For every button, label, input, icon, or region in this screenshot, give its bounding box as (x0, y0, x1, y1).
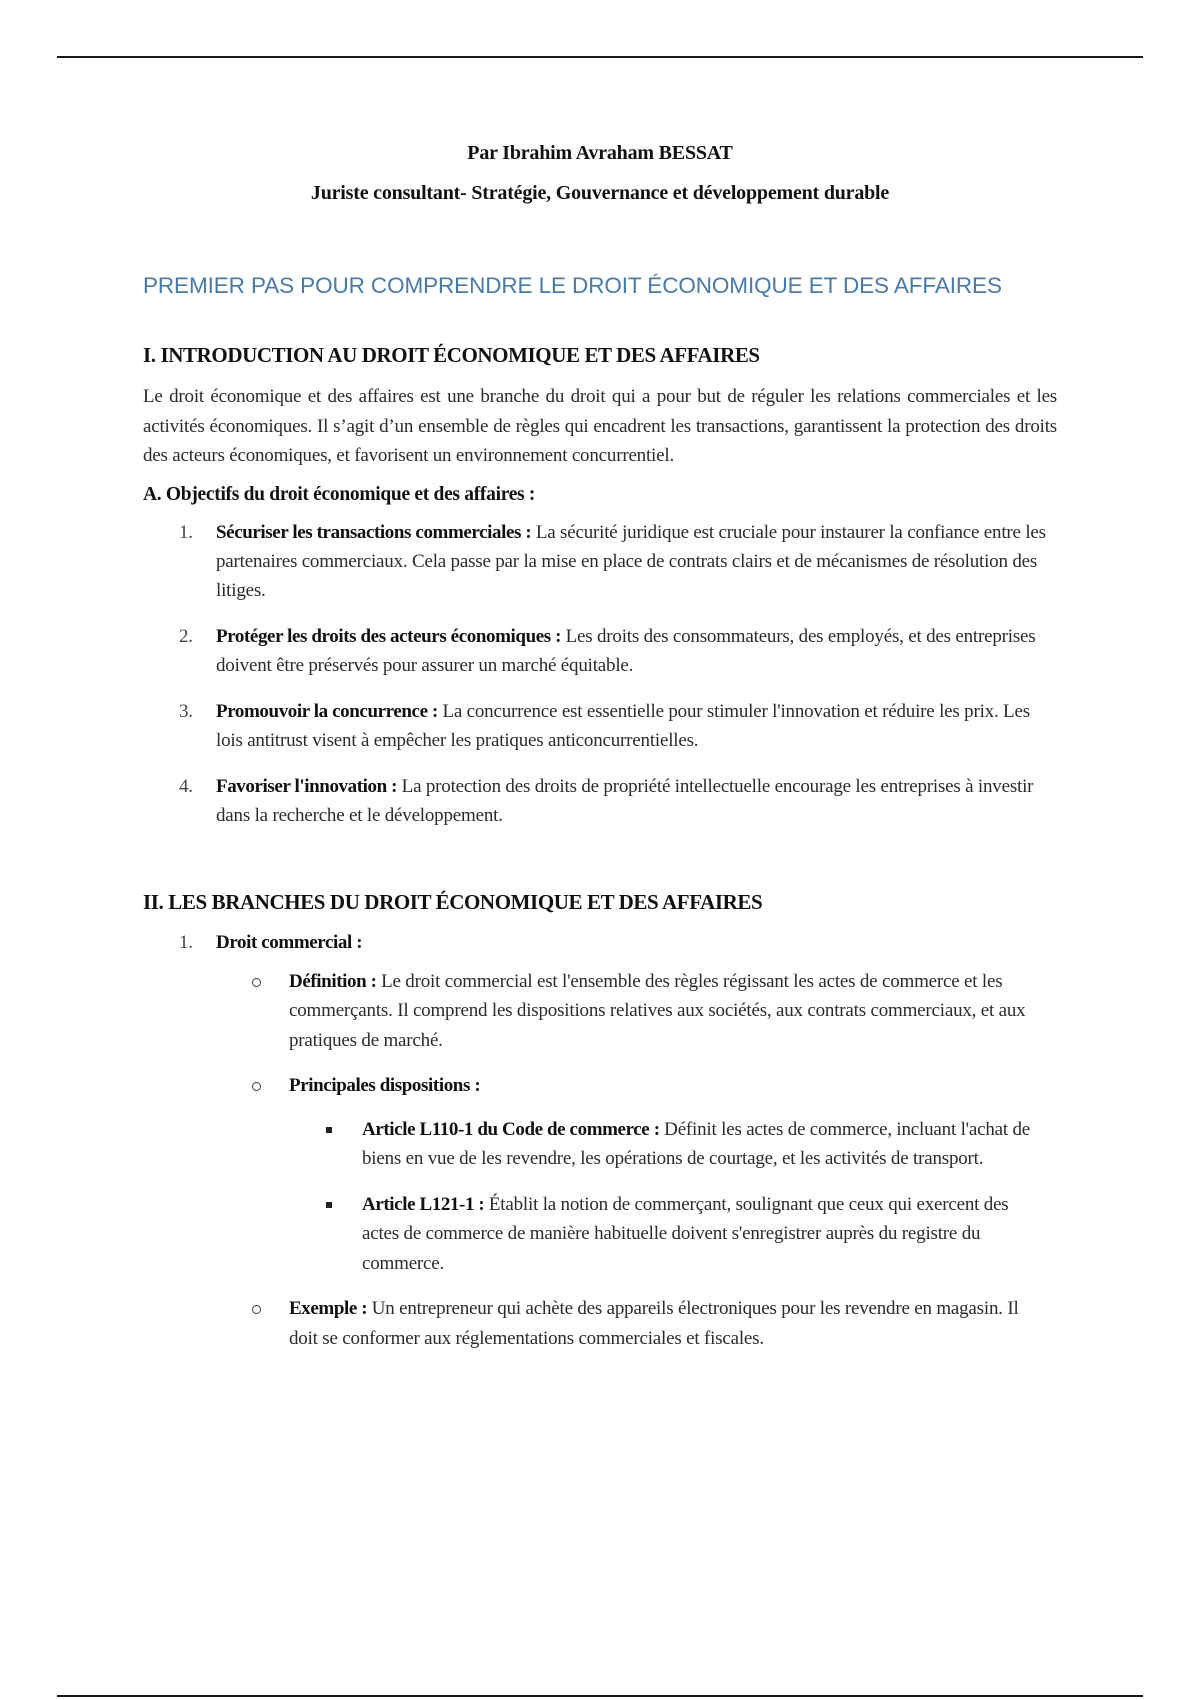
list-number: 1. (179, 931, 193, 953)
list-number: 4. (179, 775, 193, 797)
branch-label: Droit commercial : (216, 931, 363, 953)
section-heading-branches: II. LES BRANCHES DU DROIT ÉCONOMIQUE ET DES AFFAIRES (143, 889, 763, 914)
definition-text: Le droit commercial est l'ensemble des règles régissant les actes de commerce et les commerçants. Il comprend les dispositions relatives aux sociétés, aux contrats commerciaux, et aux pratiques de marché. (289, 970, 1026, 1051)
list-item (362, 1115, 1041, 1174)
definition-label: Définition : (289, 970, 377, 992)
article-label: Article L121-1 : (362, 1193, 485, 1215)
example-text: Un entrepreneur qui achète des appareils électroniques pour les revendre en magasin. Il doit se conformer aux réglementations commerciales et fiscales. (289, 1298, 1019, 1349)
circle-bullet-icon (252, 1305, 261, 1314)
article-text: Établit la notion de commerçant, soulignant que ceux qui exercent des actes de commerce de manière habituelle doivent s'enregistrer auprès du registre du commerce. (362, 1193, 1009, 1274)
objective-label: Favoriser l'innovation : (216, 775, 398, 797)
circle-bullet-icon (252, 978, 261, 987)
square-bullet-icon (326, 1127, 332, 1133)
objective-label: Sécuriser les transactions commerciales : (216, 521, 532, 543)
list-item (179, 622, 1057, 680)
objectives-list (143, 518, 1057, 830)
branches-list (143, 928, 1057, 1354)
objective-text: La protection des droits de propriété intellectuelle encourage les entreprises à investir dans la recherche et le développement. (216, 775, 1034, 826)
top-rule (57, 56, 1143, 58)
objectives-heading: A. Objectifs du droit économique et des affaires : (143, 483, 536, 505)
list-number: 3. (179, 700, 193, 722)
articles-list (289, 1115, 1041, 1279)
objective-text: La concurrence est essentielle pour stimuler l'innovation et réduire les prix. Les lois antitrust visent à empêcher les pratiques anticoncurrentielles. (216, 700, 1030, 751)
list-item (289, 1294, 1049, 1353)
objective-label: Promouvoir la concurrence : (216, 700, 438, 722)
list-number: 1. (179, 521, 193, 543)
list-item (362, 1190, 1041, 1279)
document-title: PREMIER PAS POUR COMPRENDRE LE DROIT ÉCONOMIQUE ET DES AFFAIRES (143, 273, 1002, 298)
author-line: Par Ibrahim Avraham BESSAT (467, 142, 733, 164)
objective-text: Les droits des consommateurs, des employés, et des entreprises doivent être préservés pour assurer un marché équitable. (216, 625, 1036, 676)
objective-label: Protéger les droits des acteurs économiques : (216, 625, 562, 647)
document-page (143, 128, 1057, 1369)
introduction-paragraph: Le droit économique et des affaires est une branche du droit qui a pour but de réguler les relations commerciales et les activités économiques. Il s’agit d’un ensemble de règles qui encadrent les transactions, garantissent la protection des droits des acteurs économiques, et favorisent un environnement concurrentiel. (143, 386, 1057, 466)
article-label: Article L110-1 du Code de commerce : (362, 1118, 660, 1140)
list-item (179, 518, 1057, 605)
example-label: Exemple : (289, 1298, 368, 1319)
circle-bullet-icon (252, 1082, 261, 1091)
list-number: 2. (179, 625, 193, 647)
list-item (179, 928, 1057, 1354)
list-item (179, 772, 1057, 830)
section-heading-introduction: I. INTRODUCTION AU DROIT ÉCONOMIQUE ET DES AFFAIRES (143, 343, 760, 367)
list-item (179, 697, 1057, 755)
article-text: Définit les actes de commerce, incluant l'achat de biens en vue de les revendre, les opérations de courtage, et les activités de transport. (362, 1118, 1031, 1169)
bottom-rule (57, 1695, 1143, 1697)
objective-text: La sécurité juridique est cruciale pour instaurer la confiance entre les partenaires commerciaux. Cela passe par la mise en place de contrats clairs et de mécanismes de résolution des litiges. (216, 521, 1046, 601)
provisions-label: Principales dispositions : (289, 1075, 481, 1096)
branch-details-list (216, 967, 1049, 1354)
author-role: Juriste consultant- Stratégie, Gouvernance et développement durable (310, 182, 890, 204)
list-item (289, 1071, 1049, 1278)
square-bullet-icon (326, 1202, 332, 1208)
list-item (289, 967, 1049, 1056)
